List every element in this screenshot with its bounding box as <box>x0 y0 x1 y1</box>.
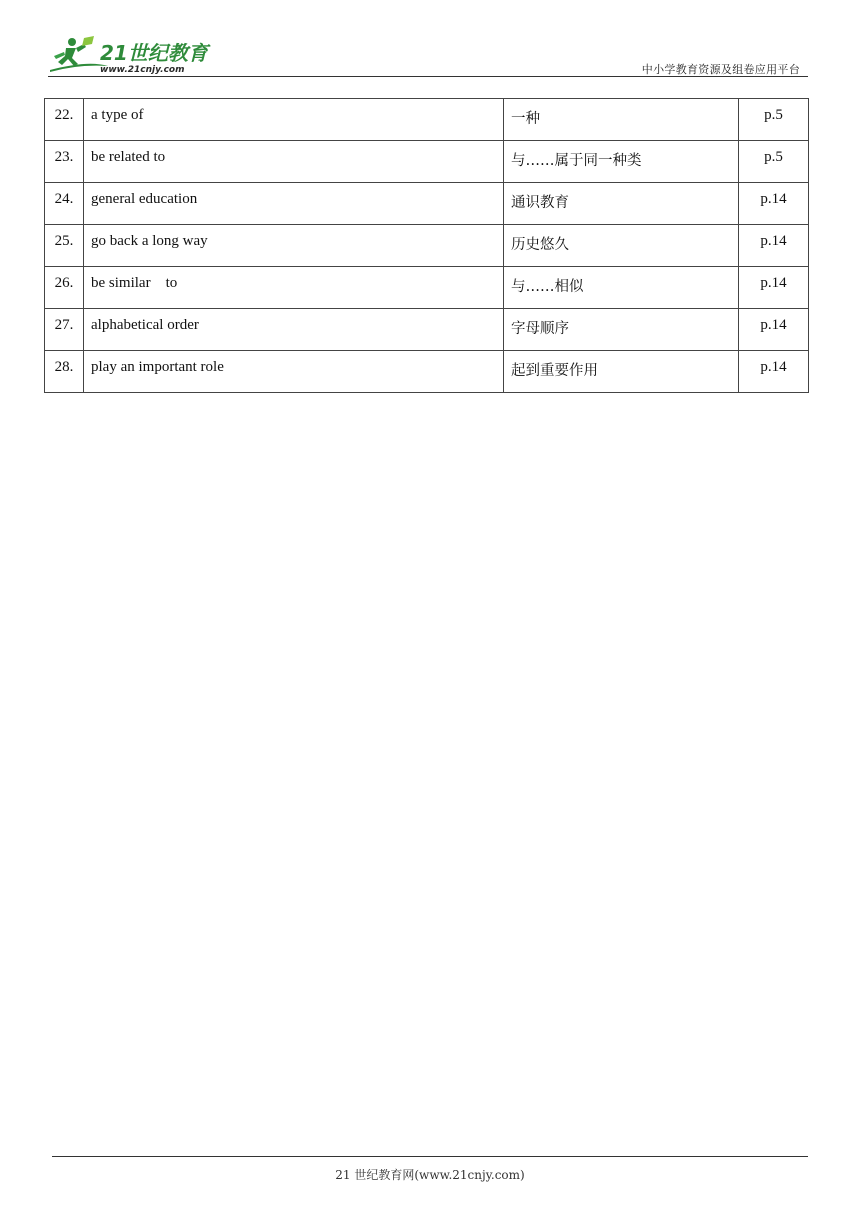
phrase-cell: be similar to <box>84 267 504 309</box>
page-ref-cell: p.14 <box>739 351 809 393</box>
footer-divider <box>52 1156 808 1157</box>
meaning-cell: 起到重要作用 <box>504 351 739 393</box>
table-row <box>45 183 809 225</box>
meaning-cell: 与……相似 <box>504 267 739 309</box>
page-ref-cell: p.14 <box>739 225 809 267</box>
row-number: 25. <box>45 225 84 267</box>
page-ref-cell: p.14 <box>739 309 809 351</box>
meaning-cell: 与……属于同一种类 <box>504 141 739 183</box>
row-number: 28. <box>45 351 84 393</box>
page-ref-cell: p.14 <box>739 267 809 309</box>
phrase-cell: alphabetical order <box>84 309 504 351</box>
table-row <box>45 309 809 351</box>
phrase-cell: be related to <box>84 141 504 183</box>
phrase-cell: general education <box>84 183 504 225</box>
row-number: 24. <box>45 183 84 225</box>
vocabulary-table <box>44 98 809 393</box>
row-number: 26. <box>45 267 84 309</box>
brand-logo <box>48 34 218 76</box>
phrase-cell: play an important role <box>84 351 504 393</box>
page-header <box>48 30 808 78</box>
table-row <box>45 225 809 267</box>
meaning-cell: 历史悠久 <box>504 225 739 267</box>
page-ref-cell: p.14 <box>739 183 809 225</box>
page-ref-cell: p.5 <box>739 141 809 183</box>
runner-logo-icon <box>48 34 218 76</box>
meaning-cell: 字母顺序 <box>504 309 739 351</box>
phrase-cell: go back a long way <box>84 225 504 267</box>
table-row <box>45 141 809 183</box>
meaning-cell: 通识教育 <box>504 183 739 225</box>
table-row <box>45 351 809 393</box>
footer-source: 21 世纪教育网(www.21cnjy.com) <box>335 1168 525 1182</box>
row-number: 27. <box>45 309 84 351</box>
table-row <box>45 267 809 309</box>
svg-text:21世纪教育: 21世纪教育 <box>100 41 208 65</box>
meaning-cell: 一种 <box>504 99 739 141</box>
phrase-cell: a type of <box>84 99 504 141</box>
svg-text:www.21cnjy.com: www.21cnjy.com <box>100 65 185 75</box>
row-number: 22. <box>45 99 84 141</box>
page-ref-cell: p.5 <box>739 99 809 141</box>
row-number: 23. <box>45 141 84 183</box>
header-divider <box>48 76 808 77</box>
platform-tagline: 中小学教育资源及组卷应用平台 <box>641 63 800 76</box>
table-row <box>45 99 809 141</box>
